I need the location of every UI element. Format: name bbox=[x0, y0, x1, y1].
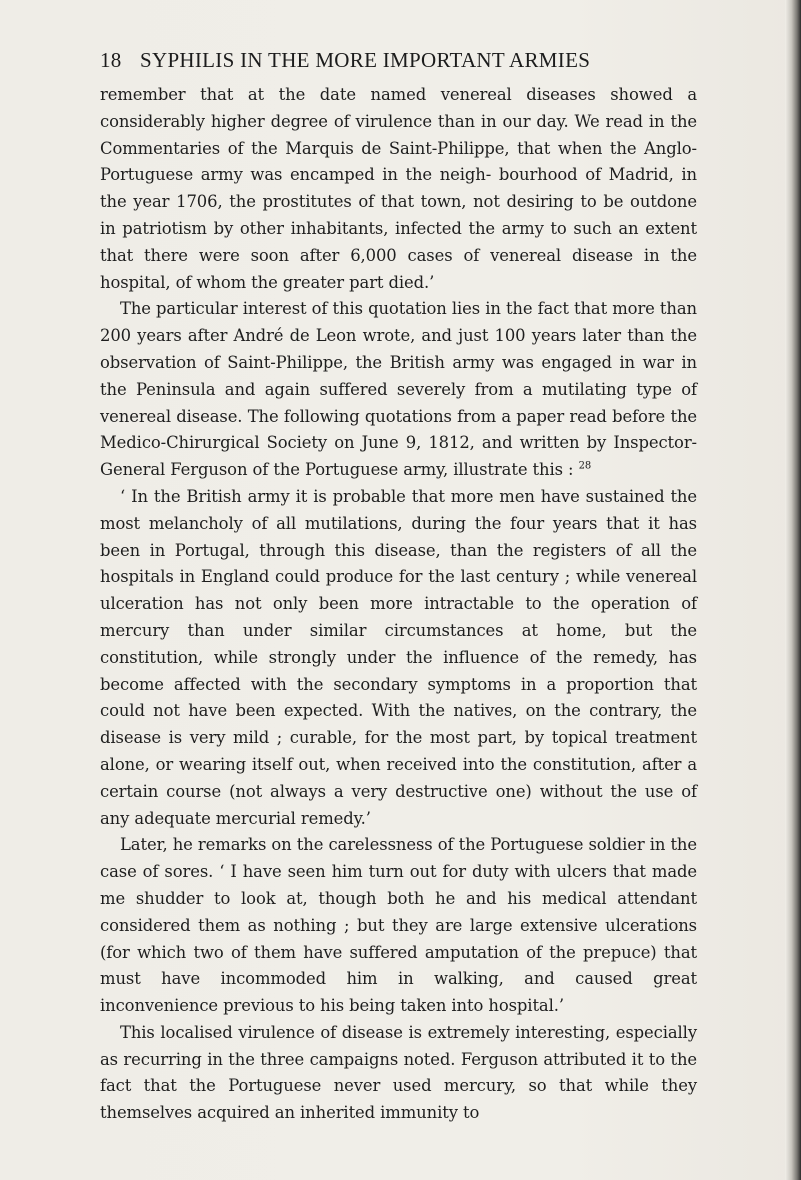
paragraph-3-quotation: ‘ In the British army it is probable that more men have sustained the most melancholy of all mutilations, during the four years that it has been in Portugal, through this disease, than the registers of all the hospitals in England could produce for the last century ; while venereal ulceration has not only been more intractable to the operation of mercury than under similar circumstances at home, but the constitution, while strongly under the influence of the remedy, has become affected with the secondary symptoms in a proportion that could not have been expected. With the natives, on the contrary, the disease is very mild ; curable, for the most part, by topical treatment alone, or wearing itself out, when received into the constitution, after a certain course (not always a very destructive one) without the use of any adequate mercurial remedy.’ bbox=[100, 486, 697, 828]
page-number: 18 bbox=[100, 48, 122, 72]
paragraph-2 bbox=[100, 296, 697, 484]
paragraph-2-text: The particular interest of this quotation lies in the fact that more than 200 years after André de Leon wrote, and just 100 years later than the observation of Saint-Philippe, the British army was engaged in war in the Peninsula and again suffered severely from a mutilating type of venereal disease. The following quotations from a paper read before the Medico-Chirurgical Society on June 9, 1812, and written by Inspector-General Ferguson of the Portuguese army, illustrate this : bbox=[100, 299, 697, 480]
footnote-reference: 28 bbox=[578, 460, 592, 472]
running-title: SYPHILIS IN THE MORE IMPORTANT ARMIES bbox=[140, 48, 591, 72]
paragraph-4: Later, he remarks on the carelessness of the Portuguese soldier in the case of sores. ‘ I have seen him turn out for duty with ulcers that made me shudder to look at, though both he and his medical attendant considered them as nothing ; but they are large extensive ulcerations (for which two of them have suffered amputation of the prepuce) that must have incommoded him in walking, and caused great inconvenience previous to his being taken into hospital.’ bbox=[100, 835, 697, 1016]
paragraph-5: This localised virulence of disease is extremely interesting, especially as recurring in the three campaigns noted. Ferguson attributed it to the fact that the Portuguese never used mercury, so that while they themselves acquired an inherited immunity to bbox=[100, 1022, 697, 1123]
body-text bbox=[100, 82, 697, 1127]
paragraph-1: remember that at the date named venereal diseases showed a considerably higher degree of virulence than in our day. We read in the Commentaries of the Marquis de Saint-Philippe, that when the Anglo-Portuguese army was encamped in the neigh- bourhood of Madrid, in the year 1706, the prostitutes of that town, not desiring to be outdone in patriotism by other inhabitants, infected the army to such an extent that there were soon after 6,000 cases of venereal disease in the hospital, of whom the greater part died.’ bbox=[100, 85, 697, 292]
page-edge-shadow bbox=[785, 0, 801, 1180]
